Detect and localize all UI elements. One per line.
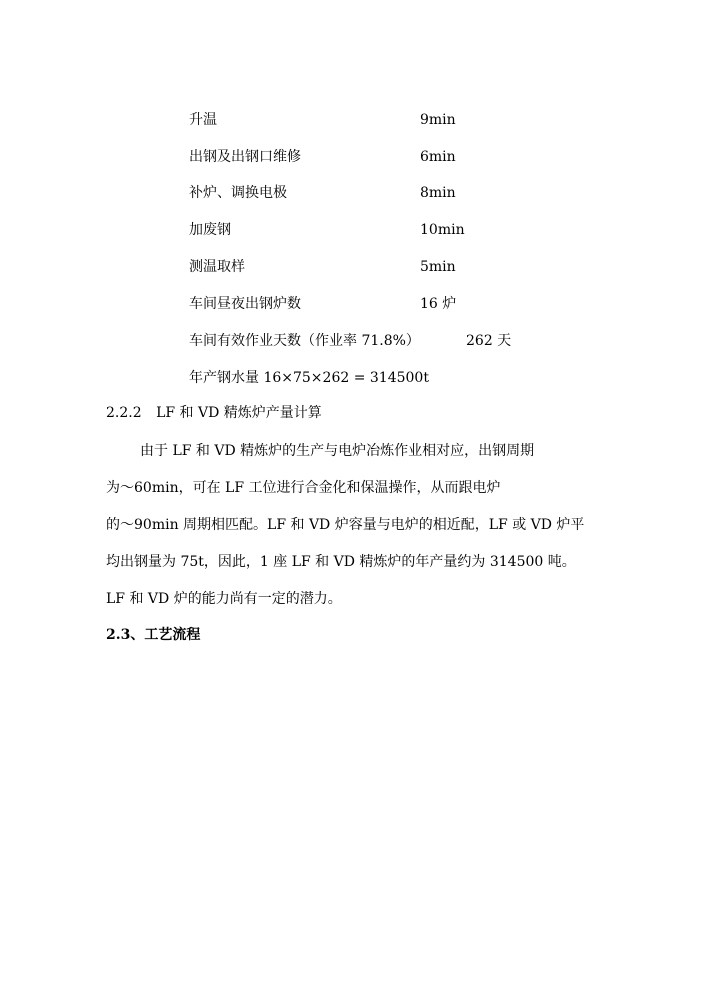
section-title: LF 和 VD 精炼炉产量计算 (156, 405, 322, 421)
paragraph-line: 均出钢量为 75t，因此，1 座 LF 和 VD 精炼炉的年产量约为 314500 吨。 (106, 554, 576, 570)
section-heading-23: 2.3、工艺流程 (106, 627, 201, 643)
section-number: 2.2.2 (106, 405, 142, 421)
row-value: 9min (420, 112, 456, 128)
paragraph-line: LF 和 VD 炉的能力尚有一定的潜力。 (106, 591, 342, 607)
row-label: 升温 (189, 112, 217, 128)
row-label: 补炉、调换电极 (189, 185, 287, 201)
row-label: 出钢及出钢口维修 (189, 149, 301, 165)
row-value: 10min (420, 222, 465, 238)
row-value: 16 炉 (420, 296, 457, 312)
section-heading-222 (106, 404, 322, 422)
row-value: 5min (420, 259, 456, 275)
paragraph-line: 由于 LF 和 VD 精炼炉的生产与电炉冶炼作业相对应，出钢周期 (140, 443, 535, 459)
row-label: 测温取样 (189, 259, 245, 275)
effective-days-label: 车间有效作业天数（作业率 71.8%） (189, 333, 420, 349)
annual-output: 年产钢水量 16×75×262 = 314500t (189, 370, 429, 386)
effective-days-value: 262 天 (466, 333, 512, 349)
row-label: 车间昼夜出钢炉数 (189, 296, 301, 312)
row-value: 8min (420, 185, 456, 201)
row-value: 6min (420, 149, 456, 165)
paragraph-line: 为～60min，可在 LF 工位进行合金化和保温操作，从而跟电炉 (106, 480, 501, 496)
paragraph-line: 的～90min 周期相匹配。LF 和 VD 炉容量与电炉的相近配，LF 或 VD 炉平 (106, 517, 585, 533)
row-label: 加废钢 (189, 222, 231, 238)
